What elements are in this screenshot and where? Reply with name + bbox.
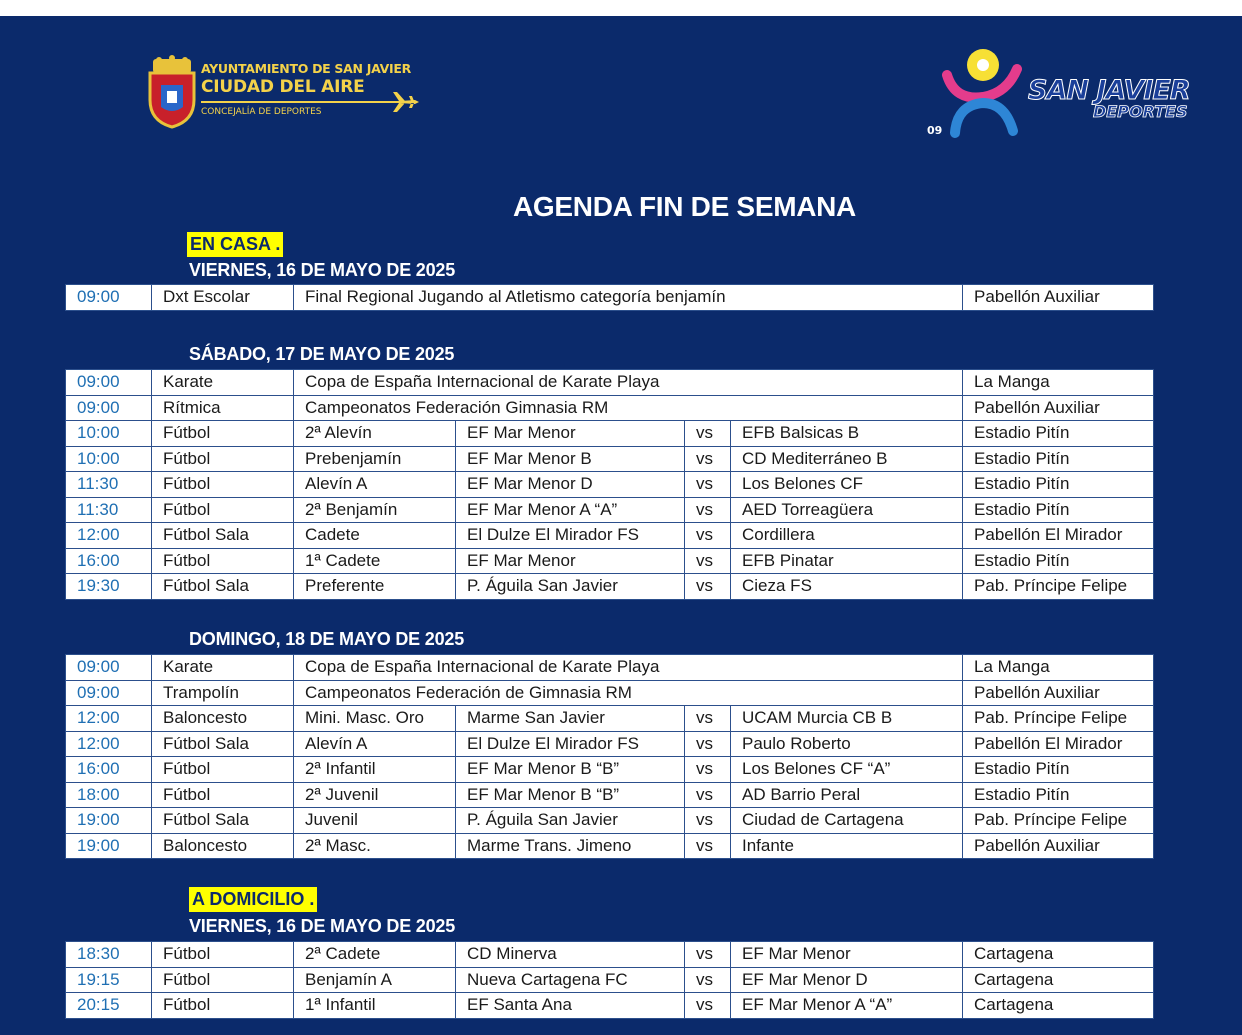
- table-row: [66, 808, 1154, 834]
- vs-cell: vs: [685, 446, 731, 472]
- time-cell: 10:00: [66, 446, 152, 472]
- table-row: [66, 655, 1154, 681]
- vs-cell: vs: [685, 808, 731, 834]
- sport-cell: Dxt Escolar: [152, 285, 294, 311]
- home-team-cell: P. Águila San Javier: [456, 574, 685, 600]
- category-cell: 2ª Masc.: [294, 833, 456, 859]
- vs-cell: vs: [685, 782, 731, 808]
- shield-crest-icon: [147, 55, 197, 130]
- day-heading: VIERNES, 16 DE MAYO DE 2025: [189, 916, 456, 936]
- table-row: [66, 285, 1154, 311]
- sport-cell: Fútbol: [152, 421, 294, 447]
- table-row: [66, 706, 1154, 732]
- sport-cell: Baloncesto: [152, 833, 294, 859]
- sport-cell: Baloncesto: [152, 706, 294, 732]
- logo-year: 09: [927, 124, 943, 137]
- category-cell: Alevín A: [294, 731, 456, 757]
- table-row: [66, 782, 1154, 808]
- ayuntamiento-logo: [147, 55, 437, 130]
- event-cell: Campeonatos Federación de Gimnasia RM: [294, 680, 963, 706]
- table-row: [66, 497, 1154, 523]
- table-row: [66, 942, 1154, 968]
- vs-cell: vs: [685, 523, 731, 549]
- table-row: [66, 680, 1154, 706]
- away-team-cell: AD Barrio Peral: [731, 782, 963, 808]
- time-cell: 09:00: [66, 285, 152, 311]
- category-cell: 2ª Juvenil: [294, 782, 456, 808]
- away-team-cell: EFB Pinatar: [731, 548, 963, 574]
- sport-cell: Fútbol: [152, 942, 294, 968]
- venue-cell: Pab. Príncipe Felipe: [963, 574, 1154, 600]
- away-team-cell: EF Mar Menor A “A”: [731, 993, 963, 1019]
- venue-cell: Pabellón El Mirador: [963, 731, 1154, 757]
- sport-cell: Fútbol: [152, 446, 294, 472]
- category-cell: 1ª Infantil: [294, 993, 456, 1019]
- vs-cell: vs: [685, 548, 731, 574]
- home-team-cell: P. Águila San Javier: [456, 808, 685, 834]
- top-strip: [0, 0, 1242, 16]
- category-cell: 2ª Infantil: [294, 757, 456, 783]
- table-row: [66, 421, 1154, 447]
- vs-cell: vs: [685, 472, 731, 498]
- sport-cell: Fútbol Sala: [152, 731, 294, 757]
- venue-cell: Pabellón El Mirador: [963, 523, 1154, 549]
- table-row: [66, 472, 1154, 498]
- home-team-cell: Marme Trans. Jimeno: [456, 833, 685, 859]
- away-team-cell: AED Torreagüera: [731, 497, 963, 523]
- deportes-text: DEPORTES: [1093, 102, 1188, 121]
- logo-underline: [201, 101, 406, 103]
- sport-cell: Fútbol: [152, 993, 294, 1019]
- sport-cell: Fútbol: [152, 472, 294, 498]
- table-row: [66, 446, 1154, 472]
- event-cell: Campeonatos Federación Gimnasia RM: [294, 395, 963, 421]
- vs-cell: vs: [685, 497, 731, 523]
- time-cell: 19:00: [66, 833, 152, 859]
- table-row: [66, 993, 1154, 1019]
- category-cell: Preferente: [294, 574, 456, 600]
- table-row: [66, 757, 1154, 783]
- sport-cell: Fútbol: [152, 782, 294, 808]
- away-team-cell: CD Mediterráneo B: [731, 446, 963, 472]
- home-team-cell: CD Minerva: [456, 942, 685, 968]
- category-cell: Mini. Masc. Oro: [294, 706, 456, 732]
- sanjavier-deportes-logo: [925, 45, 1205, 140]
- away-team-cell: Ciudad de Cartagena: [731, 808, 963, 834]
- category-cell: Benjamín A: [294, 967, 456, 993]
- away-team-cell: Paulo Roberto: [731, 731, 963, 757]
- sport-cell: Fútbol Sala: [152, 808, 294, 834]
- home-team-cell: El Dulze El Mirador FS: [456, 731, 685, 757]
- schedule-table-friday-home: [65, 284, 1154, 311]
- venue-cell: Estadio Pitín: [963, 757, 1154, 783]
- home-team-cell: EF Mar Menor: [456, 548, 685, 574]
- time-cell: 16:00: [66, 757, 152, 783]
- sport-cell: Fútbol Sala: [152, 574, 294, 600]
- time-cell: 12:00: [66, 706, 152, 732]
- home-team-cell: Nueva Cartagena FC: [456, 967, 685, 993]
- venue-cell: Cartagena: [963, 967, 1154, 993]
- time-cell: 18:30: [66, 942, 152, 968]
- sport-cell: Trampolín: [152, 680, 294, 706]
- table-row: [66, 574, 1154, 600]
- home-team-cell: EF Mar Menor B “B”: [456, 782, 685, 808]
- time-cell: 19:15: [66, 967, 152, 993]
- en-casa-tag: EN CASA .: [187, 232, 283, 257]
- vs-cell: vs: [685, 757, 731, 783]
- away-team-cell: Infante: [731, 833, 963, 859]
- table-row: [66, 523, 1154, 549]
- event-cell: Copa de España Internacional de Karate Playa: [294, 370, 963, 396]
- away-team-cell: EF Mar Menor: [731, 942, 963, 968]
- time-cell: 20:15: [66, 993, 152, 1019]
- home-team-cell: El Dulze El Mirador FS: [456, 523, 685, 549]
- venue-cell: Pab. Príncipe Felipe: [963, 808, 1154, 834]
- venue-cell: Pab. Príncipe Felipe: [963, 706, 1154, 732]
- time-cell: 09:00: [66, 395, 152, 421]
- concejalia-text: CONCEJALÍA DE DEPORTES: [201, 107, 322, 117]
- vs-cell: vs: [685, 993, 731, 1019]
- venue-cell: Estadio Pitín: [963, 782, 1154, 808]
- time-cell: 19:00: [66, 808, 152, 834]
- category-cell: 2ª Cadete: [294, 942, 456, 968]
- venue-cell: Pabellón Auxiliar: [963, 833, 1154, 859]
- home-team-cell: EF Mar Menor B “B”: [456, 757, 685, 783]
- vs-cell: vs: [685, 833, 731, 859]
- time-cell: 09:00: [66, 680, 152, 706]
- venue-cell: Estadio Pitín: [963, 421, 1154, 447]
- table-row: [66, 967, 1154, 993]
- venue-cell: La Manga: [963, 655, 1154, 681]
- venue-cell: Pabellón Auxiliar: [963, 285, 1154, 311]
- time-cell: 12:00: [66, 523, 152, 549]
- schedule-table-saturday-home: [65, 369, 1154, 600]
- home-team-cell: EF Mar Menor: [456, 421, 685, 447]
- away-team-cell: EFB Balsicas B: [731, 421, 963, 447]
- vs-cell: vs: [685, 942, 731, 968]
- table-row: [66, 370, 1154, 396]
- table-row: [66, 731, 1154, 757]
- venue-cell: Cartagena: [963, 942, 1154, 968]
- venue-cell: Estadio Pitín: [963, 472, 1154, 498]
- vs-cell: vs: [685, 967, 731, 993]
- category-cell: Prebenjamín: [294, 446, 456, 472]
- time-cell: 09:00: [66, 655, 152, 681]
- event-cell: Copa de España Internacional de Karate Playa: [294, 655, 963, 681]
- home-team-cell: EF Mar Menor A “A”: [456, 497, 685, 523]
- away-team-cell: Cieza FS: [731, 574, 963, 600]
- venue-cell: Estadio Pitín: [963, 446, 1154, 472]
- time-cell: 11:30: [66, 472, 152, 498]
- sport-cell: Fútbol Sala: [152, 523, 294, 549]
- venue-cell: Cartagena: [963, 993, 1154, 1019]
- vs-cell: vs: [685, 706, 731, 732]
- airplane-icon: [385, 91, 419, 113]
- vs-cell: vs: [685, 574, 731, 600]
- a-domicilio-tag: A DOMICILIO .: [189, 887, 317, 912]
- ayuntamiento-line1: AYUNTAMIENTO DE SAN JAVIER: [201, 61, 411, 76]
- vs-cell: vs: [685, 731, 731, 757]
- time-cell: 12:00: [66, 731, 152, 757]
- venue-cell: Estadio Pitín: [963, 548, 1154, 574]
- time-cell: 11:30: [66, 497, 152, 523]
- away-team-cell: UCAM Murcia CB B: [731, 706, 963, 732]
- schedule-table-sunday-home: [65, 654, 1154, 859]
- time-cell: 09:00: [66, 370, 152, 396]
- sport-cell: Rítmica: [152, 395, 294, 421]
- time-cell: 19:30: [66, 574, 152, 600]
- ciudad-del-aire-text: CIUDAD DEL AIRE: [201, 77, 365, 97]
- sport-cell: Fútbol: [152, 967, 294, 993]
- home-team-cell: EF Mar Menor D: [456, 472, 685, 498]
- sport-cell: Fútbol: [152, 757, 294, 783]
- vs-cell: vs: [685, 421, 731, 447]
- category-cell: Juvenil: [294, 808, 456, 834]
- sport-cell: Karate: [152, 370, 294, 396]
- category-cell: Alevín A: [294, 472, 456, 498]
- venue-cell: Pabellón Auxiliar: [963, 680, 1154, 706]
- time-cell: 16:00: [66, 548, 152, 574]
- event-cell: Final Regional Jugando al Atletismo categoría benjamín: [294, 285, 963, 311]
- away-team-cell: EF Mar Menor D: [731, 967, 963, 993]
- day-heading: DOMINGO, 18 DE MAYO DE 2025: [189, 629, 465, 649]
- home-team-cell: EF Mar Menor B: [456, 446, 685, 472]
- day-heading: SÁBADO, 17 DE MAYO DE 2025: [189, 344, 455, 364]
- venue-cell: Pabellón Auxiliar: [963, 395, 1154, 421]
- schedule-table-friday-away: [65, 941, 1154, 1019]
- table-row: [66, 833, 1154, 859]
- venue-cell: La Manga: [963, 370, 1154, 396]
- sport-cell: Fútbol: [152, 497, 294, 523]
- away-team-cell: Los Belones CF “A”: [731, 757, 963, 783]
- venue-cell: Estadio Pitín: [963, 497, 1154, 523]
- home-team-cell: EF Santa Ana: [456, 993, 685, 1019]
- category-cell: 1ª Cadete: [294, 548, 456, 574]
- category-cell: Cadete: [294, 523, 456, 549]
- away-team-cell: Los Belones CF: [731, 472, 963, 498]
- sanjavier-text: SAN JAVIER: [1028, 75, 1190, 106]
- sport-cell: Fútbol: [152, 548, 294, 574]
- table-row: [66, 548, 1154, 574]
- sport-cell: Karate: [152, 655, 294, 681]
- time-cell: 10:00: [66, 421, 152, 447]
- away-team-cell: Cordillera: [731, 523, 963, 549]
- home-team-cell: Marme San Javier: [456, 706, 685, 732]
- category-cell: 2ª Benjamín: [294, 497, 456, 523]
- day-heading: VIERNES, 16 DE MAYO DE 2025: [189, 260, 456, 280]
- category-cell: 2ª Alevín: [294, 421, 456, 447]
- page-title: AGENDA FIN DE SEMANA: [513, 191, 856, 222]
- table-row: [66, 395, 1154, 421]
- time-cell: 18:00: [66, 782, 152, 808]
